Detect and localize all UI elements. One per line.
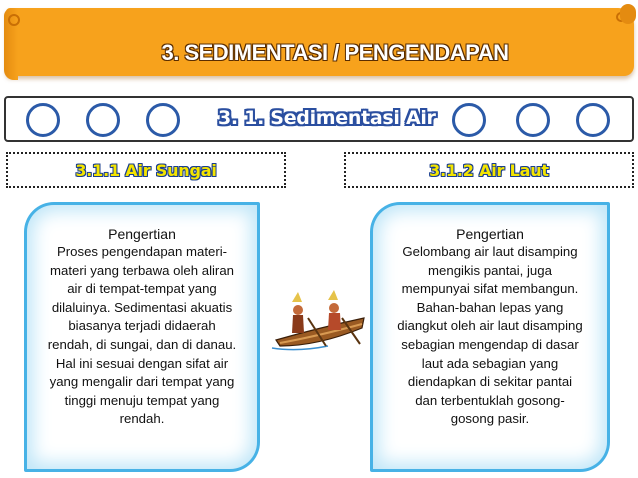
section-strip [4, 96, 634, 142]
canoe-illustration [268, 288, 368, 358]
card-line: materi yang terbawa oleh aliran [50, 262, 234, 278]
decorative-circle [452, 103, 486, 137]
card-line: dilaluinya. Sedimentasi akuatis [51, 299, 233, 315]
page-title: 3. SEDIMENTASI / PENGENDAPAN [161, 40, 509, 65]
card-line: Hal ini sesuai dengan sifat air [55, 355, 229, 371]
card-line: sebagian mengendap di dasar [401, 336, 579, 352]
card-line: Gelombang air laut disamping [402, 244, 578, 259]
card-line: diangkut oleh air laut disamping [397, 318, 583, 334]
card-body [379, 243, 601, 429]
card-heading: Pengertian [108, 226, 176, 242]
card-line: laut ada sebagian yang [421, 355, 559, 371]
card-line: mengikis pantai, juga [428, 262, 552, 278]
scroll-curl-right [616, 12, 626, 22]
subheader-left-title: 3.1.1 Air Sungai [75, 161, 217, 180]
card-line: mempunyai sifat membangun. [401, 281, 579, 297]
title-banner [6, 8, 634, 76]
decorative-circle [86, 103, 120, 137]
card-line: yang mengalir dari tempat yang [49, 374, 235, 390]
card-line: dan terbentuklah gosong- [415, 392, 565, 408]
card-heading: Pengertian [456, 226, 524, 242]
card-line: gosong pasir. [450, 411, 530, 427]
card-line: rendah. [119, 411, 165, 427]
scroll-curl-left [8, 14, 20, 26]
decorative-circle [146, 103, 180, 137]
card-line: air di tempat-tempat yang [67, 281, 217, 297]
card-line: diendapkan di sekitar pantai [407, 374, 573, 390]
card-line: tinggi menuju tempat yang [64, 392, 220, 408]
card-line: Proses pengendapan materi- [56, 244, 228, 259]
section-title: 3. 1. Sedimentasi Air [218, 107, 436, 129]
card-line: Bahan-bahan lepas yang [416, 299, 564, 315]
card-body [33, 243, 251, 429]
card-line: biasanya terjadi didaerah [68, 318, 216, 334]
decorative-circle [516, 103, 550, 137]
card-air-sungai [24, 202, 260, 472]
card-air-laut [370, 202, 610, 472]
subheader-right-title: 3.1.2 Air Laut [429, 161, 549, 180]
decorative-circle [576, 103, 610, 137]
card-line: rendah, di sungai, dan di danau. [47, 336, 237, 352]
subheader-left [6, 152, 286, 188]
subheader-right [344, 152, 634, 188]
decorative-circle [26, 103, 60, 137]
